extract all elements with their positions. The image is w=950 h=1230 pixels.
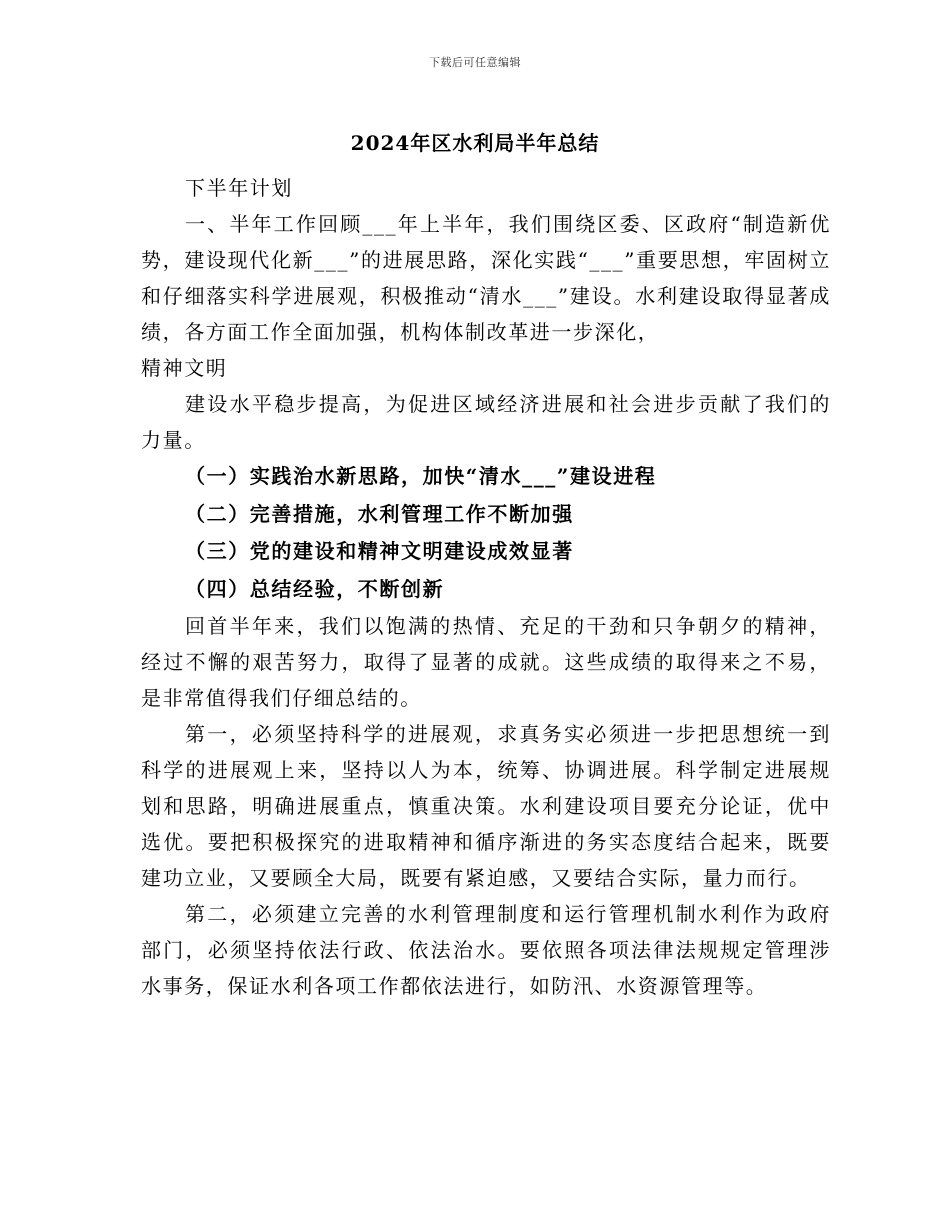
header-note: 下载后可任意编辑 (429, 56, 521, 69)
paragraph-progress: 建设水平稳步提高，为促进区域经济进展和社会进步贡献了我们的力量。 (141, 392, 831, 452)
page-title: 2024年区水利局半年总结 (350, 131, 600, 155)
paragraph-recap: 回首半年来，我们以饱满的热情、充足的干劲和只争朝夕的精神，经过不懈的艰苦努力，取得了显著的成就。这些成绩的取得来之不易，是非常值得我们仔细总结的。 (141, 614, 831, 710)
paragraph-second-point: 第二，必须建立完善的水利管理制度和运行管理机制水利作为政府部门，必须坚持依法行政、依法治水。要依照各项法律法规规定管理涉水事务，保证水利各项工作都依法进行，如防汛、水资源管理等。 (141, 902, 831, 998)
paragraph-plan-heading: 下半年计划 (185, 176, 293, 200)
section-heading-1: （一）实践治水新思路，加快“清水___”建设进程 (185, 464, 657, 488)
paragraph-first-point: 第一，必须坚持科学的进展观，求真务实必须进一步把思想统一到科学的进展观上来，坚持以人为本，统筹、协调进展。科学制定进展规划和思路，明确进展重点，慎重决策。水利建设项目要充分论证，优中选优。要把积极探究的进取精神和循序渐进的务实态度结合起来，既要建功立业，又要顾全大局，既要有紧迫感，又要结合实际，量力而行。 (141, 722, 831, 890)
paragraph-review-tail: 精神文明 (141, 356, 228, 380)
document-body (141, 170, 831, 1004)
section-heading-3: （三）党的建设和精神文明建设成效显著 (185, 539, 574, 563)
section-heading-2: （二）完善措施，水利管理工作不断加强 (185, 501, 574, 526)
section-heading-4: （四）总结经验，不断创新 (185, 576, 445, 601)
paragraph-review: 一、半年工作回顾___年上半年，我们围绕区委、区政府“制造新优势，建设现代化新___”的进展思路，深化实践“___”重要思想，牢固树立和仔细落实科学进展观，积极推动“清水___”建设。水利建设取得显著成绩，各方面工作全面加强，机构体制改革进一步深化， (141, 212, 831, 344)
